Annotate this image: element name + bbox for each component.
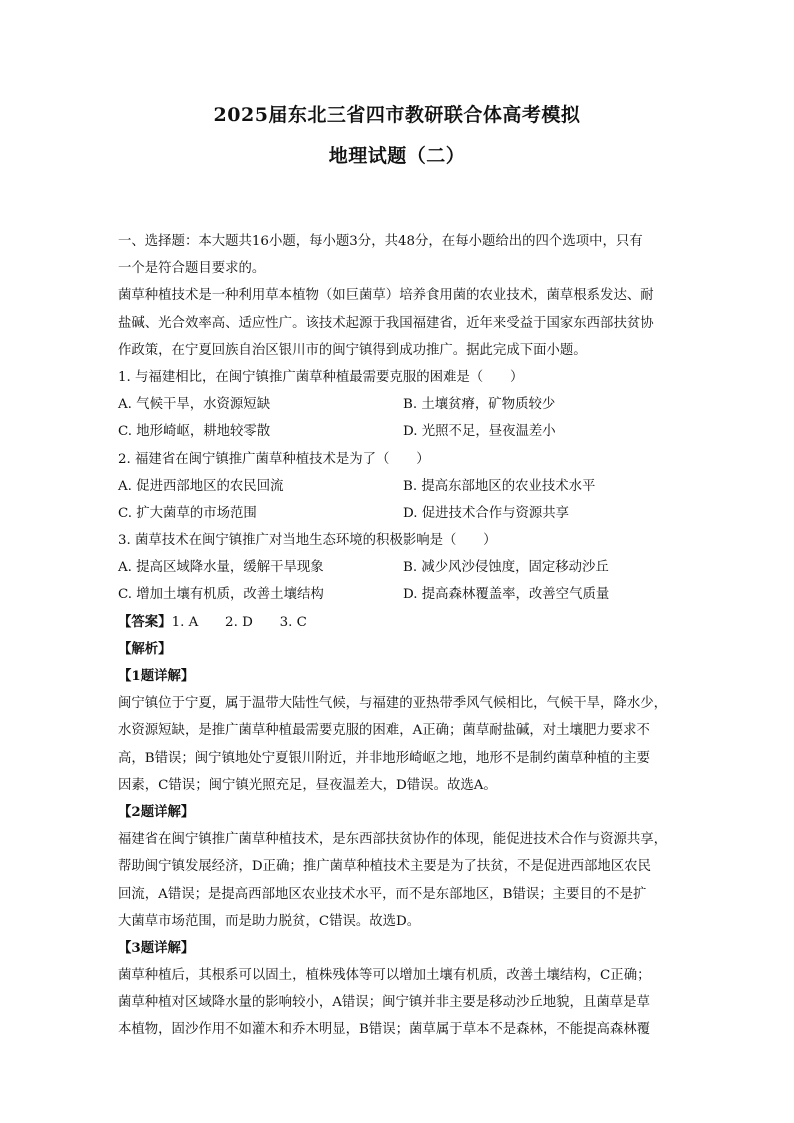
detail-1-line: 因素，C错误；闽宁镇光照充足，昼夜温差大，D错误。故选A。 bbox=[118, 777, 497, 793]
detail-3-heading: 【3题详解】 bbox=[118, 939, 195, 956]
passage-line: 菌草种植技术是一种利用草本植物（如巨菌草）培养食用菌的农业技术，菌草根系发达、耐 bbox=[118, 288, 654, 304]
question-3-options-row bbox=[118, 554, 678, 581]
analysis-label: 【解析】 bbox=[118, 640, 172, 657]
question-3-option-b: B. 减少风沙侵蚀度，固定移动沙丘 bbox=[403, 560, 609, 576]
detail-2-line: 回流，A错误；是提高西部地区农业技术水平，而不是东部地区，B错误；主要目的不是扩 bbox=[118, 886, 647, 902]
detail-1-heading: 【1题详解】 bbox=[118, 668, 195, 684]
detail-3-line: 菌草种植对区域降水量的影响较小，A错误；闽宁镇并非主要是移动沙丘地貌，且菌草是草 bbox=[118, 995, 650, 1011]
question-1-option-c: C. 地形崎岖，耕地较零散 bbox=[118, 424, 271, 440]
question-3-options-row bbox=[118, 581, 678, 608]
answer-text: 1. A 2. D 3. C bbox=[171, 614, 307, 630]
question-2-options-row bbox=[118, 473, 678, 500]
question-2-option-b: B. 提高东部地区的农业技术水平 bbox=[403, 478, 596, 494]
answer-line bbox=[118, 609, 678, 636]
question-1-options-row bbox=[118, 418, 678, 445]
document-body bbox=[118, 228, 678, 1044]
question-2-option-d: D. 促进技术合作与资源共享 bbox=[403, 505, 570, 521]
passage-line: 作政策，在宁夏回族自治区银川市的闽宁镇得到成功推广。据此完成下面小题。 bbox=[118, 342, 587, 358]
detail-1-line: 水资源短缺，是推广菌草种植最需要克服的困难，A正确；菌草耐盐碱，对土壤肥力要求不 bbox=[118, 723, 650, 739]
question-2-stem: 2. 福建省在闽宁镇推广菌草种植技术是为了（ ） bbox=[118, 451, 430, 467]
question-3-option-d: D. 提高森林覆盖率，改善空气质量 bbox=[403, 587, 610, 603]
answer-label: 【答案】 bbox=[118, 613, 172, 630]
document-title: 2025届东北三省四市教研联合体高考模拟 bbox=[213, 104, 581, 126]
passage-line: 盐碱、光合效率高、适应性广。该技术起源于我国福建省，近年来受益于国家东西部扶贫协 bbox=[118, 315, 654, 331]
question-1-option-d: D. 光照不足，昼夜温差小 bbox=[403, 424, 556, 440]
detail-2-heading: 【2题详解】 bbox=[118, 803, 195, 820]
detail-3-line: 本植物，固沙作用不如灌木和乔木明显，B错误；菌草属于草本不是森林，不能提高森林覆 bbox=[118, 1022, 651, 1038]
question-1-stem: 1. 与福建相比，在闽宁镇推广菌草种植最需要克服的困难是（ ） bbox=[118, 369, 524, 385]
question-1-options-row bbox=[118, 391, 678, 418]
question-1-option-a: A. 气候干旱，水资源短缺 bbox=[118, 397, 271, 413]
detail-2-line: 帮助闽宁镇发展经济，D正确；推广菌草种植技术主要是为了扶贫，不是促进西部地区农民 bbox=[118, 859, 651, 875]
document-subtitle: 地理试题（二） bbox=[328, 145, 466, 167]
question-2-options-row bbox=[118, 500, 678, 527]
question-3-option-a: A. 提高区域降水量，缓解干旱现象 bbox=[118, 560, 324, 576]
section-intro-line: 一个是符合题目要求的。 bbox=[118, 261, 266, 277]
detail-1-line: 高，B错误；闽宁镇地处宁夏银川附近，并非地形崎岖之地，地形不是制约菌草种植的主要 bbox=[118, 750, 651, 766]
detail-2-line: 福建省在闽宁镇推广菌草种植技术，是东西部扶贫协作的体现，能促进技术合作与资源共享， bbox=[118, 832, 668, 848]
question-3-option-c: C. 增加土壤有机质，改善土壤结构 bbox=[118, 587, 324, 603]
section-intro-line: 一、选择题：本大题共16小题，每小题3分，共48分，在每小题给出的四个选项中，只有 bbox=[118, 234, 643, 249]
detail-3-line: 菌草种植后，其根系可以固土，植株残体等可以增加土壤有机质，改善土壤结构，C正确； bbox=[118, 968, 651, 984]
question-2-option-a: A. 促进西部地区的农民回流 bbox=[118, 478, 284, 494]
question-2-option-c: C. 扩大菌草的市场范围 bbox=[118, 505, 257, 521]
question-1-option-b: B. 土壤贫瘠，矿物质较少 bbox=[403, 397, 556, 413]
question-3-stem: 3. 菌草技术在闽宁镇推广对当地生态环境的积极影响是（ ） bbox=[118, 533, 497, 549]
detail-1-line: 闽宁镇位于宁夏，属于温带大陆性气候，与福建的亚热带季风气候相比，气候干旱，降水少， bbox=[118, 696, 668, 712]
detail-2-line: 大菌草市场范围，而是助力脱贫，C错误。故选D。 bbox=[118, 913, 421, 929]
